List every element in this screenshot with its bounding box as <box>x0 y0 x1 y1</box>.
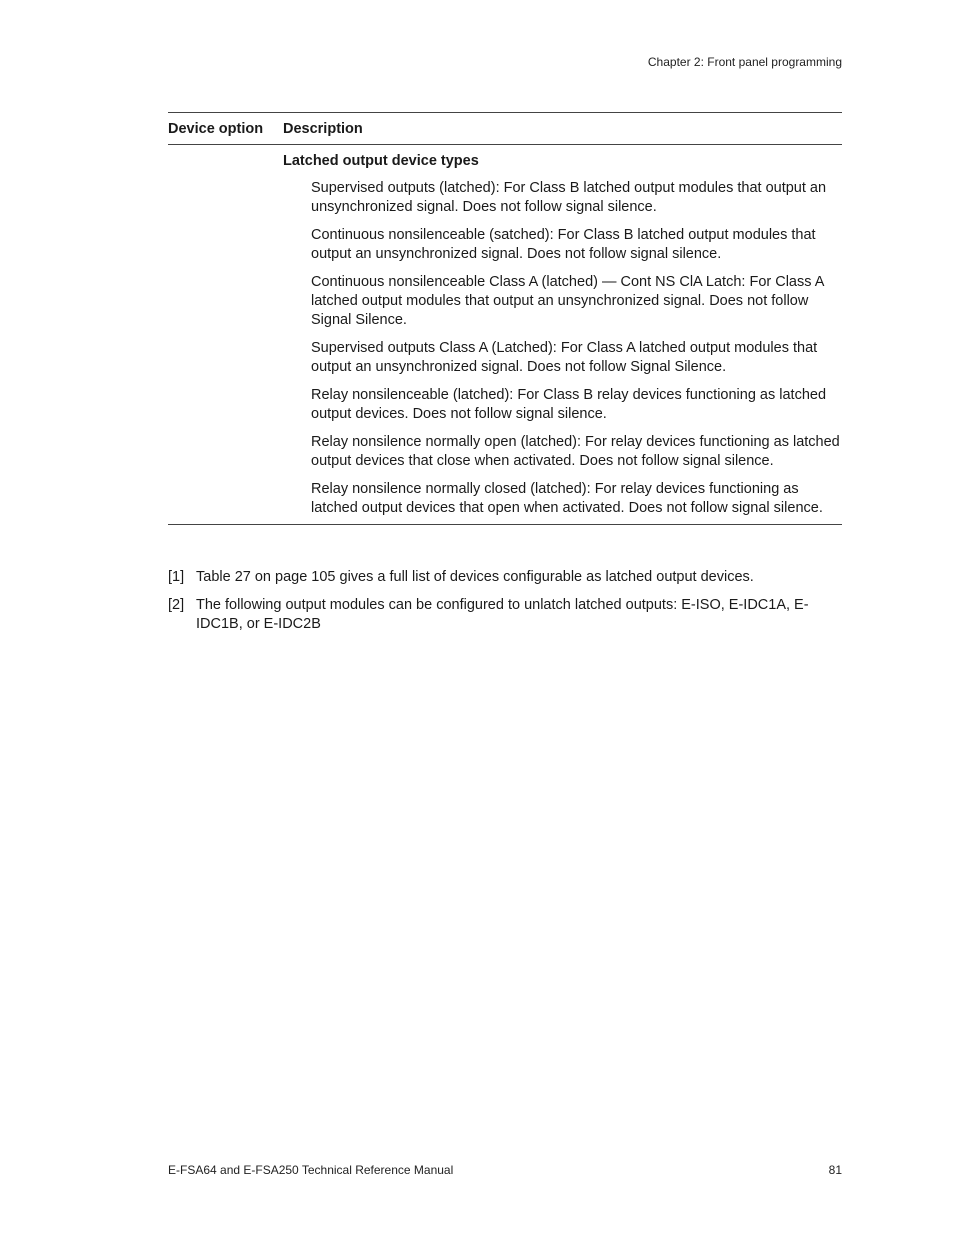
device-type-item: Relay nonsilence normally closed (latched): For relay devices functioning as latched output devices that open when activated. Does not follow signal silence. <box>311 481 823 516</box>
table-notes <box>168 568 842 643</box>
device-type-item: Continuous nonsilenceable (satched): For Class B latched output modules that output an unsynchronized signal. Does not follow signal silence. <box>311 227 816 262</box>
footer-manual-title: E-FSA64 and E-FSA250 Technical Reference Manual <box>168 1163 454 1177</box>
note-marker: [1] <box>168 569 185 585</box>
device-type-item: Supervised outputs Class A (Latched): For Class A latched output modules that output an unsynchronized signal. Does not follow Signal Silence. <box>311 340 818 375</box>
device-option-cell <box>168 152 283 518</box>
device-options-table <box>168 112 842 525</box>
table-note <box>168 596 842 634</box>
device-type-item: Relay nonsilence normally open (latched): For relay devices functioning as latched output devices that close when activated. Does not follow signal silence. <box>311 434 840 469</box>
footer-page-number: 81 <box>828 1163 842 1177</box>
device-type-item: Relay nonsilenceable (latched): For Class B relay devices functioning as latched output devices. Does not follow signal silence. <box>311 387 827 422</box>
running-header-chapter: Chapter 2: Front panel programming <box>647 55 842 69</box>
description-cell <box>283 152 842 518</box>
column-header-description: Description <box>283 121 363 137</box>
note-text: Table 27 on page 105 gives a full list of devices configurable as latched output devices. <box>196 569 754 585</box>
note-text: The following output modules can be configured to unlatch latched outputs: E-ISO, E-IDC1A, E-IDC1B, or E-IDC2B <box>196 597 809 632</box>
device-type-item: Supervised outputs (latched): For Class B latched output modules that output an unsynchronized signal. Does not follow signal silence. <box>311 180 827 215</box>
table-note <box>168 568 842 587</box>
latched-output-device-types-heading: Latched output device types <box>283 153 479 169</box>
note-marker: [2] <box>168 597 185 613</box>
device-type-item: Continuous nonsilenceable Class A (latched) — Cont NS ClA Latch: For Class A latched output modules that output an unsynchronized signal. Does not follow Signal Silence. <box>311 274 824 328</box>
table-header-row <box>168 113 842 145</box>
table-row <box>168 145 842 525</box>
column-header-device-option: Device option <box>168 121 264 137</box>
